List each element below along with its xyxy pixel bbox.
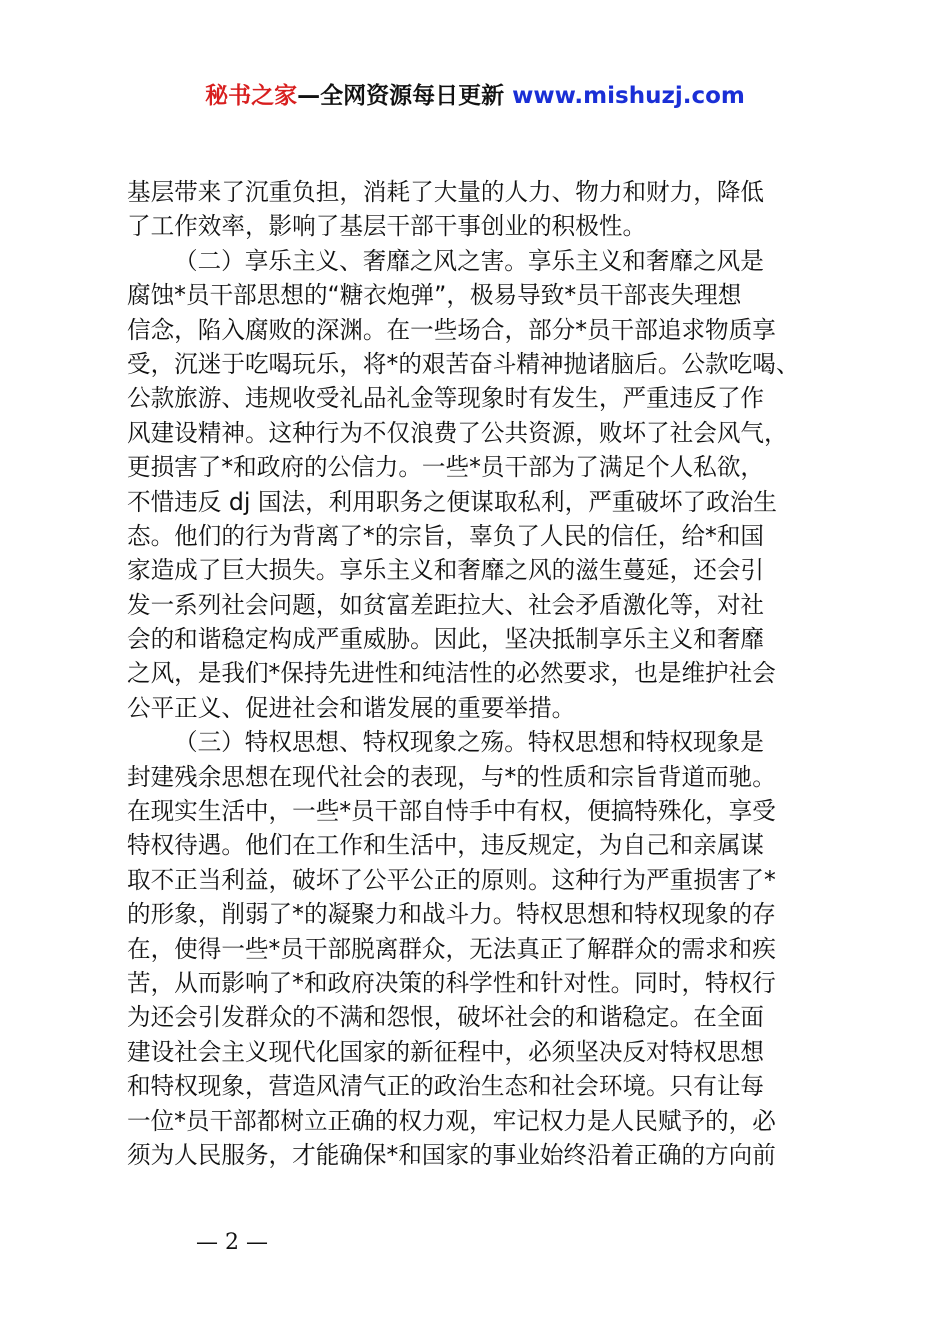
body-line: 会的和谐稳定构成严重威胁。因此，坚决抵制享乐主义和奢靡: [127, 625, 765, 654]
section-heading-line: （二）享乐主义、奢靡之风之害。享乐主义和奢靡之风是: [174, 246, 764, 275]
section-heading-line: （三）特权思想、特权现象之殇。特权思想和特权现象是: [174, 728, 764, 757]
body-line: 在现实生活中，一些*员干部自恃手中有权，便搞特殊化，享受: [127, 797, 776, 826]
body-line: 取不正当利益，破坏了公平公正的原则。这种行为严重损害了*: [127, 865, 776, 894]
document-body: [127, 175, 833, 1172]
body-line: 苦，从而影响了*和政府决策的科学性和针对性。同时，特权行: [127, 968, 776, 997]
body-line: 之风，是我们*保持先进性和纯洁性的必然要求，也是维护社会: [127, 659, 776, 688]
body-line: 特权待遇。他们在工作和生活中，违反规定，为自己和亲属谋: [127, 831, 765, 860]
body-line: 和特权现象，营造风清气正的政治生态和社会环境。只有让每: [127, 1072, 765, 1101]
body-line: 为还会引发群众的不满和怨恨，破坏社会的和谐稳定。在全面: [127, 1003, 765, 1032]
body-line: 公平正义、促进社会和谐发展的重要举措。: [127, 693, 576, 722]
site-url-link[interactable]: www.mishuzj.com: [504, 83, 745, 109]
body-line: 了工作效率，影响了基层干部干事创业的积极性。: [127, 212, 647, 241]
body-line: 更损害了*和政府的公信力。一些*员干部为了满足个人私欲，: [127, 453, 765, 482]
header-tagline: —全网资源每日更新: [297, 83, 505, 109]
body-line: 一位*员干部都树立正确的权力观，牢记权力是人民赋予的，必: [127, 1106, 776, 1135]
body-line: 不惜违反 dj 国法，利用职务之便谋取私利，严重破坏了政治生: [127, 487, 777, 516]
site-header: [0, 80, 950, 112]
body-line: 在，使得一些*员干部脱离群众，无法真正了解群众的需求和疾: [127, 934, 776, 963]
body-line: 家造成了巨大损失。享乐主义和奢靡之风的滋生蔓延，还会引: [127, 556, 765, 585]
body-line: 风建设精神。这种行为不仅浪费了公共资源，败坏了社会风气，: [127, 418, 788, 447]
body-line: 基层带来了沉重负担，消耗了大量的人力、物力和财力，降低: [127, 178, 765, 206]
body-line: 发一系列社会问题，如贫富差距拉大、社会矛盾激化等，对社: [127, 590, 765, 619]
body-line: 封建残余思想在现代社会的表现，与*的性质和宗旨背道而驰。: [127, 762, 776, 791]
body-line: 态。他们的行为背离了*的宗旨，辜负了人民的信任，给*和国: [127, 521, 765, 550]
body-line: 信念，陷入腐败的深渊。在一些场合，部分*员干部追求物质享: [127, 315, 776, 344]
body-line: 受，沉迷于吃喝玩乐，将*的艰苦奋斗精神抛诸脑后。公款吃喝、: [127, 349, 800, 378]
body-line: 公款旅游、违规收受礼品礼金等现象时有发生，严重违反了作: [127, 384, 765, 413]
brand-name: 秘书之家: [205, 83, 298, 109]
body-line: 建设社会主义现代化国家的新征程中，必须坚决反对特权思想: [127, 1037, 765, 1066]
body-line: 的形象，削弱了*的凝聚力和战斗力。特权思想和特权现象的存: [127, 900, 776, 929]
body-line: 腐蚀*员干部思想的“糖衣炮弹”，极易导致*员干部丧失理想: [127, 281, 742, 310]
body-line: 须为人民服务，才能确保*和国家的事业始终沿着正确的方向前: [127, 1140, 776, 1169]
page-number: — 2 —: [196, 1230, 268, 1255]
